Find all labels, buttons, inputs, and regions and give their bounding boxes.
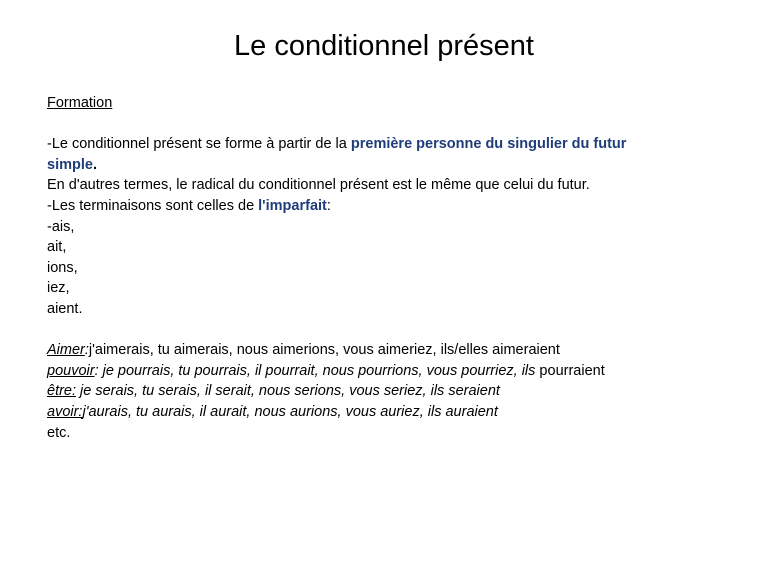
endings-text: -Les terminaisons sont celles de	[47, 197, 259, 214]
ending-item: -ais,	[47, 218, 75, 235]
example-pouvoir	[47, 361, 717, 382]
period: .	[92, 156, 97, 173]
example-etre	[47, 381, 717, 402]
conjugation-aimer: j'aimerais, tu aimerais, nous aimerions, vous aimeriez, ils/elles aimeraient	[88, 342, 560, 359]
conjugation-pouvoir-last: pourraient	[535, 362, 605, 379]
conjugation-etre: je serais, tu serais, il serait, nous serions, vous seriez, ils seraient	[76, 383, 500, 400]
highlight-text: l'imparfait	[258, 197, 327, 214]
ending-item: ait,	[47, 239, 67, 256]
paragraph-formation-line-1	[47, 134, 717, 155]
ending-item: iez,	[47, 280, 70, 297]
conjugation-avoir: j'aurais, tu aurais, il aurait, nous aurions, vous auriez, ils auraient	[82, 403, 498, 420]
highlight-text: simple	[47, 156, 93, 173]
colon: :	[84, 342, 89, 359]
example-avoir	[47, 402, 717, 423]
example-aimer	[47, 340, 717, 361]
spacer	[47, 320, 717, 341]
colon: :	[326, 197, 331, 214]
verb-aimer: Aimer	[47, 342, 85, 359]
paragraph-formation-line-2	[47, 155, 717, 176]
section-heading: Formation	[47, 95, 113, 111]
formation-text: -Le conditionnel présent se forme à partir de la	[47, 136, 351, 153]
paragraph-endings-intro	[47, 196, 717, 217]
ending-item: aient.	[47, 300, 83, 317]
verb-pouvoir: pouvoir	[47, 362, 95, 379]
paragraph-radical: En d'autres termes, le radical du conditionnel présent est le même que celui du futur.	[47, 177, 590, 194]
conjugation-pouvoir: : je pourrais, tu pourrais, il pourrait, nous pourrions, vous pourriez, ils	[94, 362, 536, 379]
verb-avoir: avoir:	[47, 403, 83, 420]
slide-body	[47, 93, 717, 443]
ending-item: ions,	[47, 259, 78, 276]
etc-text: etc.	[47, 424, 71, 441]
verb-etre: être:	[47, 383, 77, 400]
spacer	[47, 114, 717, 135]
highlight-text: première personne du singulier du futur	[350, 136, 627, 153]
slide-title: Le conditionnel présent	[234, 30, 534, 62]
